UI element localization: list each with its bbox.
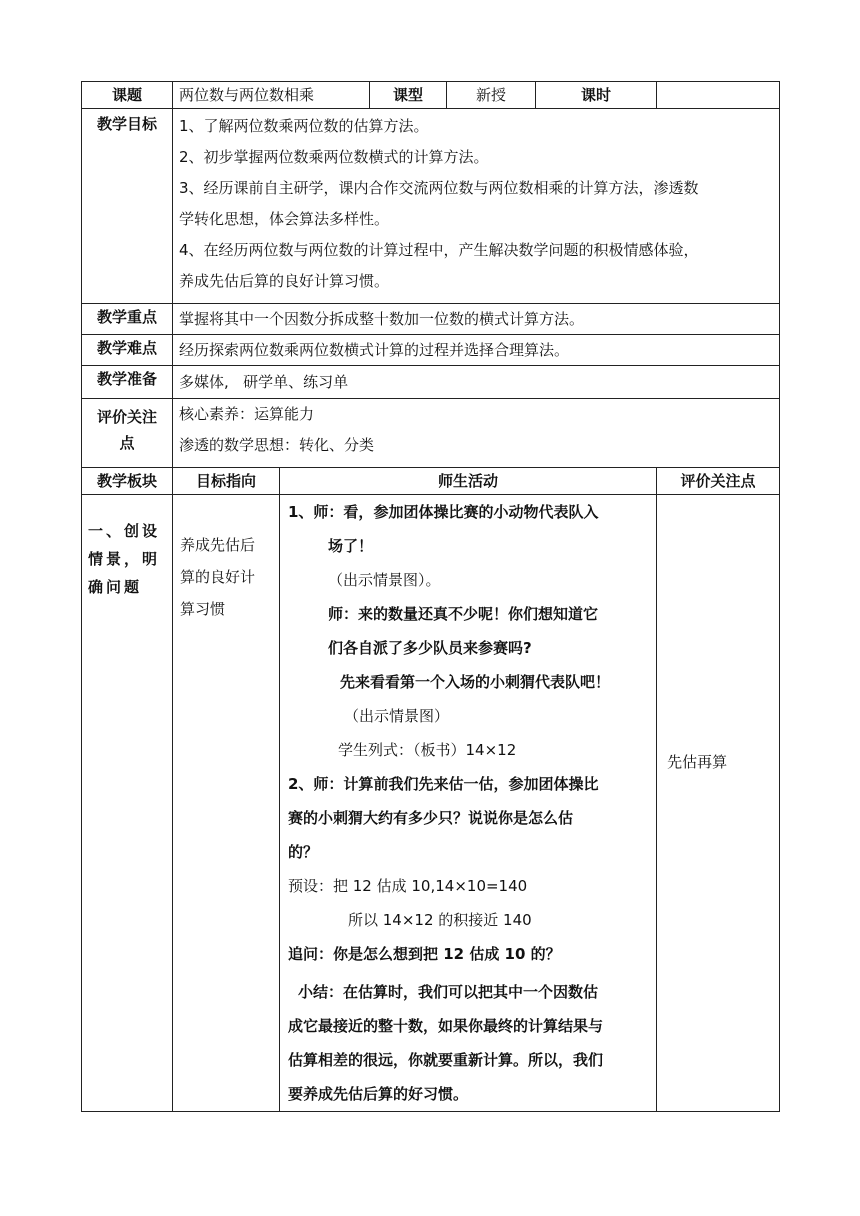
activity-line: 赛的小刺猬大约有多少只？说说你是怎么估 xyxy=(288,809,574,827)
activity-line: （出示情景图） xyxy=(344,707,450,725)
section1-aim xyxy=(173,495,280,1112)
section1-title-line: 确问题 xyxy=(88,578,143,596)
activity-line: 预设：把 12 估成 10,14×10=140 xyxy=(288,877,528,895)
topic-label: 课题 xyxy=(82,82,173,109)
activity-line: 的？ xyxy=(288,843,319,861)
goal-item: 养成先估后算的良好计算习惯。 xyxy=(179,272,390,290)
difficulty-value: 经历探索两位数乘两位数横式计算的过程并选择合理算法。 xyxy=(173,335,780,366)
column-header-row xyxy=(82,468,780,495)
activity-line: 要养成先估后算的好习惯。 xyxy=(288,1085,469,1103)
activity-line: 师：来的数量还真不少呢！你们想知道它 xyxy=(328,605,599,623)
section1-row xyxy=(82,495,780,1112)
section1-aim-line: 算习惯 xyxy=(180,600,226,618)
col-section: 教学板块 xyxy=(82,468,173,495)
goals-content xyxy=(173,109,780,304)
type-label: 课型 xyxy=(370,82,447,109)
focus-row xyxy=(82,304,780,335)
activity-line: 所以 14×12 的积接近 140 xyxy=(348,911,532,929)
section1-title-line: 一、创设 xyxy=(88,522,161,540)
goal-item: 3、经历课前自主研学，课内合作交流两位数与两位数相乘的计算方法，渗透数 xyxy=(179,179,699,197)
goal-item: 学转化思想，体会算法多样性。 xyxy=(179,210,390,228)
period-label: 课时 xyxy=(536,82,657,109)
evaluation-row xyxy=(82,399,780,468)
evaluation-label xyxy=(82,399,173,468)
activity-line: 先来看看第一个入场的小刺猬代表队吧！ xyxy=(340,673,611,691)
goal-item: 4、在经历两位数与两位数的计算过程中，产生解决数学问题的积极情感体验， xyxy=(179,241,699,259)
activity-line: 场了！ xyxy=(328,537,374,555)
activity-line: 们各自派了多少队员来参赛吗? xyxy=(328,639,532,657)
activity-line: 1、师：看，参加团体操比赛的小动物代表队入 xyxy=(288,503,599,521)
col-aim: 目标指向 xyxy=(173,468,280,495)
activity-line: 学生列式：（板书）14×12 xyxy=(338,741,517,759)
section1-title-line: 情景，明 xyxy=(88,550,161,568)
topic-value: 两位数与两位数相乘 xyxy=(173,82,370,109)
core-literacy: 核心素养：运算能力 xyxy=(179,405,315,423)
section1-aim-line: 养成先估后 xyxy=(180,536,256,554)
goal-item: 2、初步掌握两位数乘两位数横式的计算方法。 xyxy=(179,148,489,166)
activity-line: 追问：你是怎么想到把 12 估成 10 的？ xyxy=(288,945,561,963)
period-value xyxy=(657,82,780,109)
difficulty-label: 教学难点 xyxy=(82,335,173,366)
activity-line: 估算相差的很远，你就要重新计算。所以，我们 xyxy=(288,1051,604,1069)
evaluation-label-line: 评价关注 xyxy=(96,408,157,426)
focus-value: 掌握将其中一个因数分拆成整十数加一位数的横式计算方法。 xyxy=(173,304,780,335)
prep-value: 多媒体, 研学单、练习单 xyxy=(173,366,780,399)
prep-row xyxy=(82,366,780,399)
evaluation-label-line: 点 xyxy=(119,434,135,452)
math-thought: 渗透的数学思想：转化、分类 xyxy=(179,436,375,454)
goals-label: 教学目标 xyxy=(82,109,173,304)
activity-line: 2、师：计算前我们先来估一估，参加团体操比 xyxy=(288,775,599,793)
difficulty-row xyxy=(82,335,780,366)
type-value: 新授 xyxy=(447,82,536,109)
section1-eval: 先估再算 xyxy=(657,495,780,1112)
activity-line: 成它最接近的整十数，如果你最终的计算结果与 xyxy=(288,1017,604,1035)
section1-activity xyxy=(280,495,657,1112)
activity-line: 小结：在估算时，我们可以把其中一个因数估 xyxy=(298,983,599,1001)
col-activity: 师生活动 xyxy=(280,468,657,495)
activity-line: （出示情景图）。 xyxy=(328,571,441,589)
focus-label: 教学重点 xyxy=(82,304,173,335)
goals-row xyxy=(82,109,780,304)
section1-aim-line: 算的良好计 xyxy=(180,568,256,586)
prep-label: 教学准备 xyxy=(82,366,173,399)
header-row xyxy=(82,82,780,109)
evaluation-content xyxy=(173,399,780,468)
lesson-plan-table xyxy=(81,81,780,1112)
goal-item: 1、了解两位数乘两位数的估算方法。 xyxy=(179,117,429,135)
col-eval: 评价关注点 xyxy=(657,468,780,495)
section1-title xyxy=(82,495,173,1112)
